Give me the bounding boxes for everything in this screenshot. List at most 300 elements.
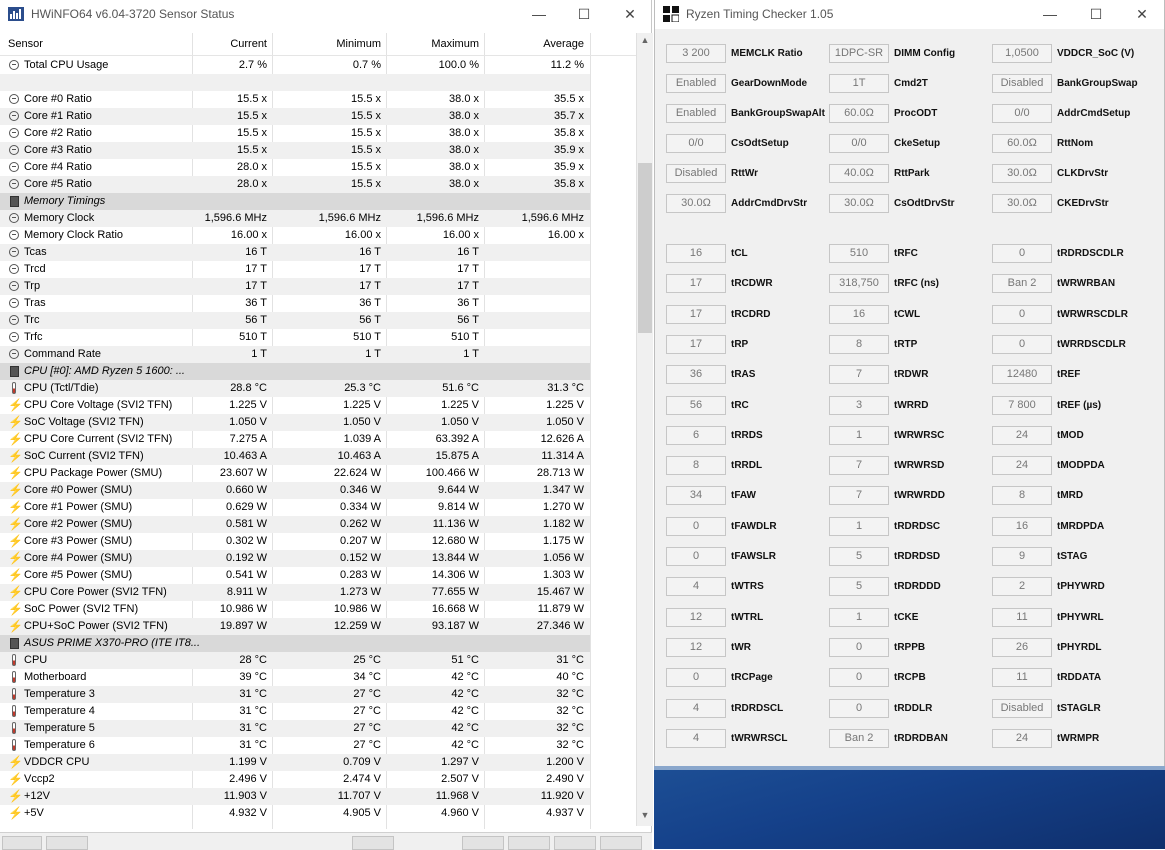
sensor-row[interactable]: [0, 244, 590, 261]
value-maximum: 100.0 %: [438, 59, 479, 71]
value-maximum: 510 T: [451, 331, 479, 343]
sensor-row[interactable]: [0, 91, 590, 108]
sensor-group-row[interactable]: [0, 193, 590, 210]
value-current: 15.5 x: [237, 144, 267, 156]
timing-value-field[interactable]: 1: [829, 517, 889, 536]
timing-value-field[interactable]: 7: [829, 486, 889, 505]
timing-label: tRP: [731, 339, 749, 350]
timing-value-field[interactable]: Enabled: [666, 74, 726, 93]
timing-value-field[interactable]: 2: [992, 577, 1052, 596]
value-minimum: 0.283 W: [340, 569, 381, 581]
timing-value-field[interactable]: 30.0Ω: [829, 194, 889, 213]
timing-value-field[interactable]: 0: [666, 547, 726, 566]
timing-value-field[interactable]: 24: [992, 456, 1052, 475]
value-average: 35.8 x: [554, 178, 584, 190]
toolbar-button[interactable]: [462, 836, 504, 850]
sensor-row[interactable]: [0, 397, 590, 414]
sensor-row[interactable]: [0, 261, 590, 278]
timing-value-field[interactable]: 30.0Ω: [666, 194, 726, 213]
value-minimum: 15.5 x: [351, 144, 381, 156]
value-current: 4.932 V: [229, 807, 267, 819]
timing-label: tWRWRSC: [894, 430, 945, 441]
timing-label: tFAWSLR: [731, 551, 776, 562]
sensor-row[interactable]: [0, 125, 590, 142]
column-header-sensor[interactable]: Sensor: [8, 38, 43, 50]
sensor-name: Memory Clock Ratio: [24, 229, 124, 241]
value-average: 32 °C: [556, 722, 584, 734]
scroll-up-icon[interactable]: ▲: [640, 35, 650, 45]
timing-value-field[interactable]: 24: [992, 426, 1052, 445]
value-maximum: 15.875 A: [435, 450, 479, 462]
timing-label: tRCDWR: [731, 278, 773, 289]
value-current: 2.496 V: [229, 773, 267, 785]
value-maximum: 4.960 V: [441, 807, 479, 819]
value-current: 15.5 x: [237, 127, 267, 139]
sensor-row[interactable]: [0, 448, 590, 465]
clock-icon: [9, 247, 19, 257]
sensor-row[interactable]: [0, 329, 590, 346]
timing-value-field[interactable]: 16: [666, 244, 726, 263]
value-average: 4.937 V: [546, 807, 584, 819]
value-minimum: 0.262 W: [340, 518, 381, 530]
value-minimum: 17 T: [359, 263, 381, 275]
timing-value-field[interactable]: 0: [829, 638, 889, 657]
timing-value-field[interactable]: 8: [829, 335, 889, 354]
value-current: 28.0 x: [237, 178, 267, 190]
sensor-name: Tcas: [24, 246, 47, 258]
value-average: 1.270 W: [543, 501, 584, 513]
value-current: 31 °C: [239, 739, 267, 751]
sensor-row[interactable]: [0, 652, 590, 669]
value-current: 10.463 A: [223, 450, 267, 462]
clock-icon: [9, 179, 19, 189]
value-minimum: 25 °C: [353, 654, 381, 666]
timing-label: tCKE: [894, 612, 919, 623]
value-current: 0.581 W: [226, 518, 267, 530]
value-average: 16.00 x: [547, 229, 584, 241]
value-maximum: 13.844 W: [431, 552, 479, 564]
sensor-row[interactable]: [0, 567, 590, 584]
timing-label: tSTAG: [1057, 551, 1088, 562]
clock-icon: [9, 213, 19, 223]
timing-label: tWRWRDD: [894, 490, 945, 501]
lightning-icon: [9, 501, 19, 514]
timing-value-field[interactable]: 60.0Ω: [992, 134, 1052, 153]
value-maximum: 100.466 W: [425, 467, 479, 479]
timing-label: tRDDLR: [894, 703, 933, 714]
lightning-icon: [9, 807, 19, 820]
timing-label: CLKDrvStr: [1057, 168, 1109, 179]
value-maximum: 17 T: [457, 280, 479, 292]
rtc-close-button[interactable]: ✕: [1136, 5, 1148, 22]
sensor-row[interactable]: [0, 57, 590, 74]
timing-value-field[interactable]: 0/0: [666, 134, 726, 153]
sensor-name: Core #0 Ratio: [24, 93, 92, 105]
value-minimum: 0.207 W: [340, 535, 381, 547]
timing-value-field[interactable]: 3 200: [666, 44, 726, 63]
timing-value-field[interactable]: 16: [829, 305, 889, 324]
column-header-minimum[interactable]: Minimum: [336, 38, 381, 50]
lightning-icon: [9, 620, 19, 633]
value-minimum: 17 T: [359, 280, 381, 292]
toolbar-button[interactable]: [46, 836, 88, 850]
sensor-name: CPU Core Current (SVI2 TFN): [24, 433, 173, 445]
timing-label: tWRMPR: [1057, 733, 1100, 744]
timing-value-field[interactable]: Disabled: [666, 164, 726, 183]
value-maximum: 16 T: [457, 246, 479, 258]
clock-icon: [9, 145, 19, 155]
sensor-row[interactable]: [0, 669, 590, 686]
timing-value-field[interactable]: 0: [666, 668, 726, 687]
value-average: 11.879 W: [537, 603, 584, 615]
sensor-row[interactable]: [0, 431, 590, 448]
timing-label: BankGroupSwapAlt: [731, 108, 825, 119]
timing-value-field[interactable]: 0: [992, 244, 1052, 263]
timing-value-field[interactable]: 318,750: [829, 274, 889, 293]
timing-value-field[interactable]: 17: [666, 305, 726, 324]
toolbar-button[interactable]: [352, 836, 394, 850]
sensor-row[interactable]: [0, 788, 590, 805]
timing-value-field[interactable]: 8: [666, 456, 726, 475]
toolbar-button[interactable]: [600, 836, 642, 850]
timing-value-field[interactable]: Ban 2: [829, 729, 889, 748]
sensor-group-row[interactable]: [0, 363, 590, 380]
timing-value-field[interactable]: 16: [992, 517, 1052, 536]
timing-label: tPHYWRL: [1057, 612, 1104, 623]
value-minimum: 10.463 A: [337, 450, 381, 462]
timing-value-field[interactable]: 11: [992, 608, 1052, 627]
sensor-row[interactable]: [0, 295, 590, 312]
sensor-row[interactable]: [0, 278, 590, 295]
timing-value-field[interactable]: 36: [666, 365, 726, 384]
value-maximum: 51.6 °C: [442, 382, 479, 394]
sensor-name: CPU Core Voltage (SVI2 TFN): [24, 399, 173, 411]
rtc-app-icon: [663, 6, 679, 22]
value-average: 1,596.6 MHz: [521, 212, 584, 224]
lightning-icon: [9, 535, 19, 548]
timing-value-field[interactable]: 12: [666, 638, 726, 657]
sensor-name: Core #3 Ratio: [24, 144, 92, 156]
value-average: 1.182 W: [543, 518, 584, 530]
timing-label: CkeSetup: [894, 138, 941, 149]
value-minimum: 0.346 W: [340, 484, 381, 496]
value-maximum: 11.968 V: [435, 790, 479, 802]
sensor-table-body: [0, 57, 590, 822]
timing-label: tRCPB: [894, 672, 926, 683]
rtc-maximize-button[interactable]: ☐: [1089, 5, 1103, 22]
timing-label: DIMM Config: [894, 48, 956, 59]
timing-label: Cmd2T: [894, 78, 928, 89]
hwinfo-close-button[interactable]: ✕: [624, 5, 636, 22]
vertical-scrollbar[interactable]: [636, 33, 653, 826]
sensor-name: Core #5 Ratio: [24, 178, 92, 190]
timing-label: tWRWRBAN: [1057, 278, 1116, 289]
value-current: 0.302 W: [226, 535, 267, 547]
value-maximum: 42 °C: [451, 722, 479, 734]
timing-value-field[interactable]: 0/0: [992, 104, 1052, 123]
sensor-row[interactable]: [0, 720, 590, 737]
column-divider: [590, 33, 591, 829]
sensor-row[interactable]: [0, 414, 590, 431]
value-average: 31 °C: [556, 654, 584, 666]
value-average: 40 °C: [556, 671, 584, 683]
value-maximum: 38.0 x: [449, 127, 479, 139]
timing-value-field[interactable]: 7: [829, 365, 889, 384]
timing-value-field[interactable]: 40.0Ω: [829, 164, 889, 183]
sensor-row[interactable]: [0, 312, 590, 329]
value-maximum: 38.0 x: [449, 110, 479, 122]
sensor-name: Core #2 Ratio: [24, 127, 92, 139]
sensor-name: Core #1 Power (SMU): [24, 501, 133, 513]
sensor-row[interactable]: [0, 601, 590, 618]
timing-label: tRCPage: [731, 672, 773, 683]
chip-icon: [10, 638, 19, 649]
value-maximum: 16.668 W: [431, 603, 479, 615]
value-minimum: 1.225 V: [343, 399, 381, 411]
timing-value-field[interactable]: Disabled: [992, 74, 1052, 93]
clock-icon: [9, 281, 19, 291]
sensor-row[interactable]: [0, 533, 590, 550]
lightning-icon: [9, 586, 19, 599]
timing-value-field[interactable]: 5: [829, 547, 889, 566]
timing-label: tRDRDSD: [894, 551, 941, 562]
timing-label: tWRWRSD: [894, 460, 945, 471]
timing-value-field[interactable]: Disabled: [992, 699, 1052, 718]
sensor-row[interactable]: [0, 142, 590, 159]
timing-value-field[interactable]: Ban 2: [992, 274, 1052, 293]
timing-value-field[interactable]: 5: [829, 577, 889, 596]
lightning-icon: [9, 484, 19, 497]
timing-value-field[interactable]: 3: [829, 396, 889, 415]
clock-icon: [9, 60, 19, 70]
timing-value-field[interactable]: 0: [992, 335, 1052, 354]
toolbar-button[interactable]: [508, 836, 550, 850]
timing-value-field[interactable]: 0: [829, 699, 889, 718]
scrollbar-thumb[interactable]: [638, 163, 652, 333]
value-average: 31.3 °C: [547, 382, 584, 394]
value-maximum: 36 T: [457, 297, 479, 309]
thermometer-icon: [12, 739, 16, 751]
timing-value-field[interactable]: 56: [666, 396, 726, 415]
sensor-row[interactable]: [0, 737, 590, 754]
timing-label: tCL: [731, 248, 748, 259]
timing-label: tPHYRDL: [1057, 642, 1102, 653]
timing-value-field[interactable]: 0: [829, 668, 889, 687]
value-minimum: 16.00 x: [344, 229, 381, 241]
timing-value-field[interactable]: 4: [666, 699, 726, 718]
rtc-titlebar[interactable]: [655, 0, 1164, 29]
value-average: 35.9 x: [554, 161, 584, 173]
sensor-name: VDDCR CPU: [24, 756, 90, 768]
sensor-row[interactable]: [0, 805, 590, 822]
toolbar-button[interactable]: [554, 836, 596, 850]
value-current: 0.192 W: [226, 552, 267, 564]
timing-label: CKEDrvStr: [1057, 198, 1109, 209]
timing-value-field[interactable]: 8: [992, 486, 1052, 505]
desktop-edge: [654, 766, 1165, 770]
timing-label: tRRDS: [731, 430, 763, 441]
value-minimum: 36 T: [359, 297, 381, 309]
sensor-row[interactable]: [0, 771, 590, 788]
value-current: 15.5 x: [237, 93, 267, 105]
hwinfo-titlebar[interactable]: [0, 0, 651, 29]
timing-value-field[interactable]: 7: [829, 456, 889, 475]
sensor-name: CPU [#0]: AMD Ryzen 5 1600: ...: [24, 365, 185, 377]
hwinfo-toolbar: [0, 832, 652, 850]
rtc-minimize-button[interactable]: —: [1043, 6, 1057, 22]
sensor-name: +12V: [24, 790, 50, 802]
value-average: 11.920 V: [540, 790, 584, 802]
timing-value-field[interactable]: 0: [666, 517, 726, 536]
column-header-maximum[interactable]: Maximum: [431, 38, 479, 50]
sensor-row[interactable]: [0, 210, 590, 227]
sensor-row[interactable]: [0, 346, 590, 363]
value-current: 10.986 W: [219, 603, 267, 615]
chip-icon: [10, 196, 19, 207]
timing-value-field[interactable]: 17: [666, 335, 726, 354]
toolbar-button[interactable]: [2, 836, 42, 850]
value-current: 11.903 V: [223, 790, 267, 802]
timing-value-field[interactable]: 4: [666, 729, 726, 748]
timing-label: tMODPDA: [1057, 460, 1105, 471]
value-maximum: 9.814 W: [438, 501, 479, 513]
value-maximum: 1.297 V: [441, 756, 479, 768]
hwinfo-app-icon: [8, 7, 24, 21]
timing-value-field[interactable]: 30.0Ω: [992, 164, 1052, 183]
sensor-name: Core #4 Power (SMU): [24, 552, 133, 564]
sensor-row[interactable]: [0, 108, 590, 125]
timing-value-field[interactable]: 0/0: [829, 134, 889, 153]
value-current: 1.199 V: [229, 756, 267, 768]
timing-label: AddrCmdSetup: [1057, 108, 1131, 119]
hwinfo-title: HWiNFO64 v6.04-3720 Sensor Status: [31, 7, 235, 21]
timing-value-field[interactable]: 1: [829, 608, 889, 627]
sensor-row[interactable]: [0, 74, 590, 91]
lightning-icon: [9, 790, 19, 803]
value-average: 27.346 W: [536, 620, 584, 632]
timing-value-field[interactable]: Enabled: [666, 104, 726, 123]
sensor-row[interactable]: [0, 499, 590, 516]
clock-icon: [9, 332, 19, 342]
timing-value-field[interactable]: 17: [666, 274, 726, 293]
timing-value-field[interactable]: 11: [992, 668, 1052, 687]
value-current: 16 T: [245, 246, 267, 258]
timing-label: tRDRDSCDLR: [1057, 248, 1124, 259]
timing-value-field[interactable]: 12480: [992, 365, 1052, 384]
timing-value-field[interactable]: 1DPC-SR: [829, 44, 889, 63]
sensor-name: Temperature 3: [24, 688, 95, 700]
sensor-row[interactable]: [0, 754, 590, 771]
sensor-row[interactable]: [0, 227, 590, 244]
timing-value-field[interactable]: 30.0Ω: [992, 194, 1052, 213]
scroll-down-icon[interactable]: ▼: [640, 810, 650, 820]
sensor-row[interactable]: [0, 176, 590, 193]
timing-value-field[interactable]: 510: [829, 244, 889, 263]
sensor-row[interactable]: [0, 482, 590, 499]
sensor-row[interactable]: [0, 618, 590, 635]
timing-value-field[interactable]: 0: [992, 305, 1052, 324]
timing-value-field[interactable]: 60.0Ω: [829, 104, 889, 123]
timing-value-field[interactable]: 1T: [829, 74, 889, 93]
sensor-name: CPU+SoC Power (SVI2 TFN): [24, 620, 168, 632]
value-current: 0.541 W: [226, 569, 267, 581]
column-header-average[interactable]: Average: [543, 38, 584, 50]
hwinfo-maximize-button[interactable]: ☐: [577, 5, 591, 22]
sensor-name: CPU (Tctl/Tdie): [24, 382, 99, 394]
timing-label: tRDRDSCL: [731, 703, 784, 714]
value-current: 31 °C: [239, 688, 267, 700]
value-current: 2.7 %: [238, 59, 267, 71]
sensor-name: Tras: [24, 297, 46, 309]
timing-label: tFAWDLR: [731, 521, 777, 532]
value-current: 1,596.6 MHz: [204, 212, 267, 224]
timing-label: tWRRD: [894, 400, 929, 411]
timing-value-field[interactable]: 7 800: [992, 396, 1052, 415]
value-average: 1.347 W: [543, 484, 584, 496]
clock-icon: [9, 298, 19, 308]
sensor-row[interactable]: [0, 703, 590, 720]
value-minimum: 4.905 V: [343, 807, 381, 819]
value-minimum: 15.5 x: [351, 127, 381, 139]
timing-label: tPHYWRD: [1057, 581, 1105, 592]
sensor-row[interactable]: [0, 159, 590, 176]
timing-value-field[interactable]: 9: [992, 547, 1052, 566]
value-minimum: 27 °C: [353, 705, 381, 717]
sensor-name: SoC Power (SVI2 TFN): [24, 603, 139, 615]
sensor-row[interactable]: [0, 380, 590, 397]
value-maximum: 42 °C: [451, 705, 479, 717]
value-average: 2.490 V: [546, 773, 584, 785]
value-average: 11.2 %: [550, 59, 584, 71]
clock-icon: [9, 128, 19, 138]
value-current: 28.0 x: [237, 161, 267, 173]
hwinfo-minimize-button[interactable]: —: [532, 6, 546, 22]
sensor-row[interactable]: [0, 686, 590, 703]
timing-value-field[interactable]: 1,0500: [992, 44, 1052, 63]
timing-value-field[interactable]: 6: [666, 426, 726, 445]
value-current: 1 T: [251, 348, 267, 360]
value-current: 8.911 W: [226, 586, 267, 598]
timing-label: AddrCmdDrvStr: [731, 198, 808, 209]
value-maximum: 14.306 W: [431, 569, 479, 581]
timing-value-field[interactable]: 24: [992, 729, 1052, 748]
value-maximum: 9.644 W: [438, 484, 479, 496]
value-minimum: 11.707 V: [337, 790, 381, 802]
sensor-group-row[interactable]: [0, 635, 590, 652]
timing-value-field[interactable]: 4: [666, 577, 726, 596]
value-minimum: 34 °C: [353, 671, 381, 683]
value-average: 12.626 A: [540, 433, 584, 445]
value-minimum: 0.334 W: [340, 501, 381, 513]
timing-value-field[interactable]: 34: [666, 486, 726, 505]
sensor-row[interactable]: [0, 465, 590, 482]
value-current: 28 °C: [239, 654, 267, 666]
timing-value-field[interactable]: 26: [992, 638, 1052, 657]
sensor-row[interactable]: [0, 516, 590, 533]
timing-label: BankGroupSwap: [1057, 78, 1138, 89]
timing-label: tRDDATA: [1057, 672, 1102, 683]
sensor-name: Temperature 4: [24, 705, 95, 717]
lightning-icon: [9, 569, 19, 582]
timing-value-field[interactable]: 12: [666, 608, 726, 627]
sensor-row[interactable]: [0, 550, 590, 567]
timing-label: tRC: [731, 400, 749, 411]
sensor-name: Core #3 Power (SMU): [24, 535, 133, 547]
value-current: 7.275 A: [229, 433, 267, 445]
column-header-current[interactable]: Current: [230, 38, 267, 50]
timing-value-field[interactable]: 1: [829, 426, 889, 445]
sensor-row[interactable]: [0, 584, 590, 601]
